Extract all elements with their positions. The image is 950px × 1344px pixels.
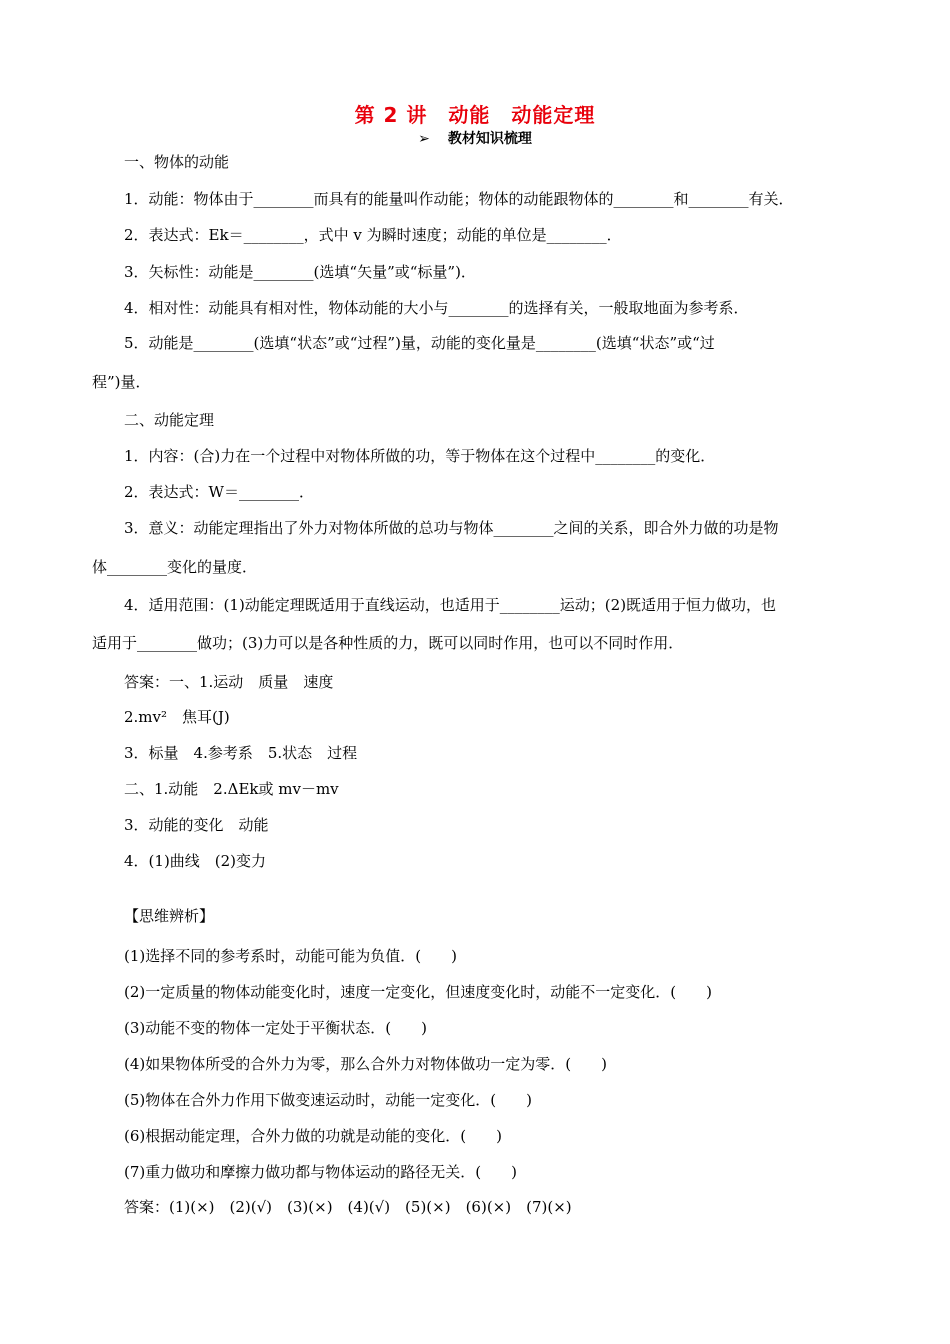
item-meaning-cont: 体________变化的量度．	[92, 558, 258, 576]
answer-line-1: 答案：一、1.运动 质量 速度	[124, 673, 334, 691]
item-content: 1．内容：(合)力在一个过程中对物体所做的功，等于物体在这个过程中________的变化．	[124, 447, 716, 465]
judgement-6: (6)根据动能定理，合外力做的功就是动能的变化．( )	[124, 1127, 502, 1145]
judgement-3: (3)动能不变的物体一定处于平衡状态．( )	[124, 1019, 427, 1037]
answer-line-4: 二、1.动能 2.ΔEk或 mv－mv	[124, 780, 339, 798]
item-scope-cont: 适用于________做功；(3)力可以是各种性质的力，既可以同时作用，也可以不同时作用．	[92, 634, 684, 652]
judgement-1: (1)选择不同的参考系时，动能可能为负值．( )	[124, 947, 457, 965]
item-scope: 4．适用范围：(1)动能定理既适用于直线运动，也适用于________运动；(2)既适用于恒力做功，也	[124, 596, 777, 614]
item-state-quantity: 5．动能是________(选填“状态”或“过程”)量，动能的变化量是________(选填“状态”或“过	[124, 334, 715, 352]
judgement-2: (2)一定质量的物体动能变化时，速度一定变化，但速度变化时，动能不一定变化．( )	[124, 983, 712, 1001]
section-subtitle	[0, 128, 950, 148]
heading-theorem: 二、动能定理	[124, 411, 215, 429]
judgement-answers: 答案：(1)(×) (2)(√) (3)(×) (4)(√) (5)(×) (6)(×) (7)(×)	[124, 1198, 572, 1216]
item-theorem-expression: 2．表达式：W＝________．	[124, 483, 314, 501]
answer-line-5: 3．动能的变化 动能	[124, 816, 269, 834]
heading-kinetic-energy: 一、物体的动能	[124, 153, 230, 171]
judgement-7: (7)重力做功和摩擦力做功都与物体运动的路径无关．( )	[124, 1163, 517, 1181]
subtitle-text: 教材知识梳理	[447, 131, 532, 147]
answer-line-2: 2.mv² 焦耳(J)	[124, 708, 230, 726]
item-state-quantity-cont: 程”)量．	[92, 373, 151, 391]
item-definition: 1．动能：物体由于________而具有的能量叫作动能；物体的动能跟物体的________和________有关．	[124, 190, 794, 208]
answer-line-3: 3．标量 4.参考系 5.状态 过程	[124, 744, 358, 762]
judgement-4: (4)如果物体所受的合外力为零，那么合外力对物体做功一定为零．( )	[124, 1055, 607, 1073]
judgement-5: (5)物体在合外力作用下做变速运动时，动能一定变化．( )	[124, 1091, 532, 1109]
arrow-bullet-icon: ➢	[418, 131, 430, 147]
item-expression: 2．表达式：Ek＝________，式中 v 为瞬时速度；动能的单位是________．	[124, 226, 622, 244]
item-meaning: 3．意义：动能定理指出了外力对物体所做的总功与物体________之间的关系，即合外力做的功是物	[124, 519, 779, 537]
answer-line-6: 4．(1)曲线 (2)变力	[124, 852, 267, 870]
section-thinking: 【思维辨析】	[124, 907, 215, 925]
lesson-title: 第 2 讲 动能 动能定理	[354, 103, 596, 127]
item-scalar: 3．矢标性：动能是________(选填“矢量”或“标量”)．	[124, 263, 476, 281]
item-relativity: 4．相对性：动能具有相对性，物体动能的大小与________的选择有关，一般取地面为参考系．	[124, 299, 749, 317]
